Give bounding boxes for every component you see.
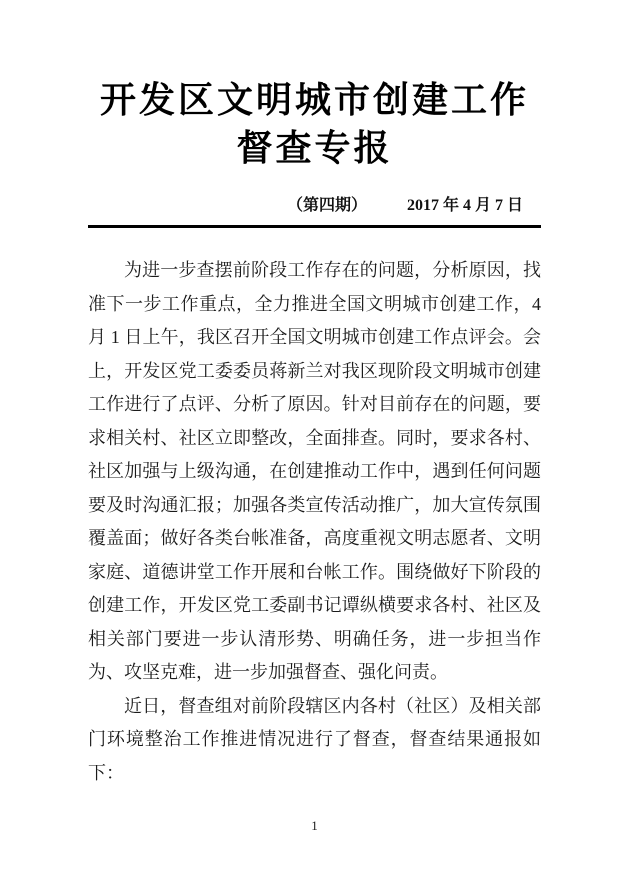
body-paragraph-1: 为进一步查摆前阶段工作存在的问题，分析原因，找准下一步工作重点，全力推进全国文明城市创建工作，4 月 1 日上午，我区召开全国文明城市创建工作点评会。会上，开发区党工委委员蒋新兰对我区现阶段文明城市创建工作进行了点评、分析了原因。针对目前存在的问题，要求相关村、社区立即整改，全面排查。同时，要求各村、社区加强与上级沟通，在创建推动工作中，遇到任何问题要及时沟通汇报；加强各类宣传活动推广，加大宣传氛围覆盖面；做好各类台帐准备，高度重视文明志愿者、文明家庭、道德讲堂工作开展和台帐工作。围绕做好下阶段的创建工作，开发区党工委副书记谭纵横要求各村、社区及相关部门要进一步认清形势、明确任务，进一步担当作为、攻坚克难，进一步加强督查、强化问责。 <box>88 260 541 682</box>
date-label: 2017 年 4 月 7 日 <box>406 197 523 214</box>
body-paragraph-2: 近日，督查组对前阶段辖区内各村（社区）及相关部门环境整治工作推进情况进行了督查，督查结果通报如下： <box>88 695 541 783</box>
issue-date-line <box>88 194 541 218</box>
document-title-line-2: 督查专报 <box>236 128 393 168</box>
issue-number-label: （第四期） <box>286 197 367 214</box>
header-rule <box>88 225 541 228</box>
document-body <box>88 254 541 790</box>
document-title-line-1: 开发区文明城市创建工作 <box>99 80 529 120</box>
document-title <box>88 76 541 172</box>
page-number: 1 <box>311 818 318 833</box>
